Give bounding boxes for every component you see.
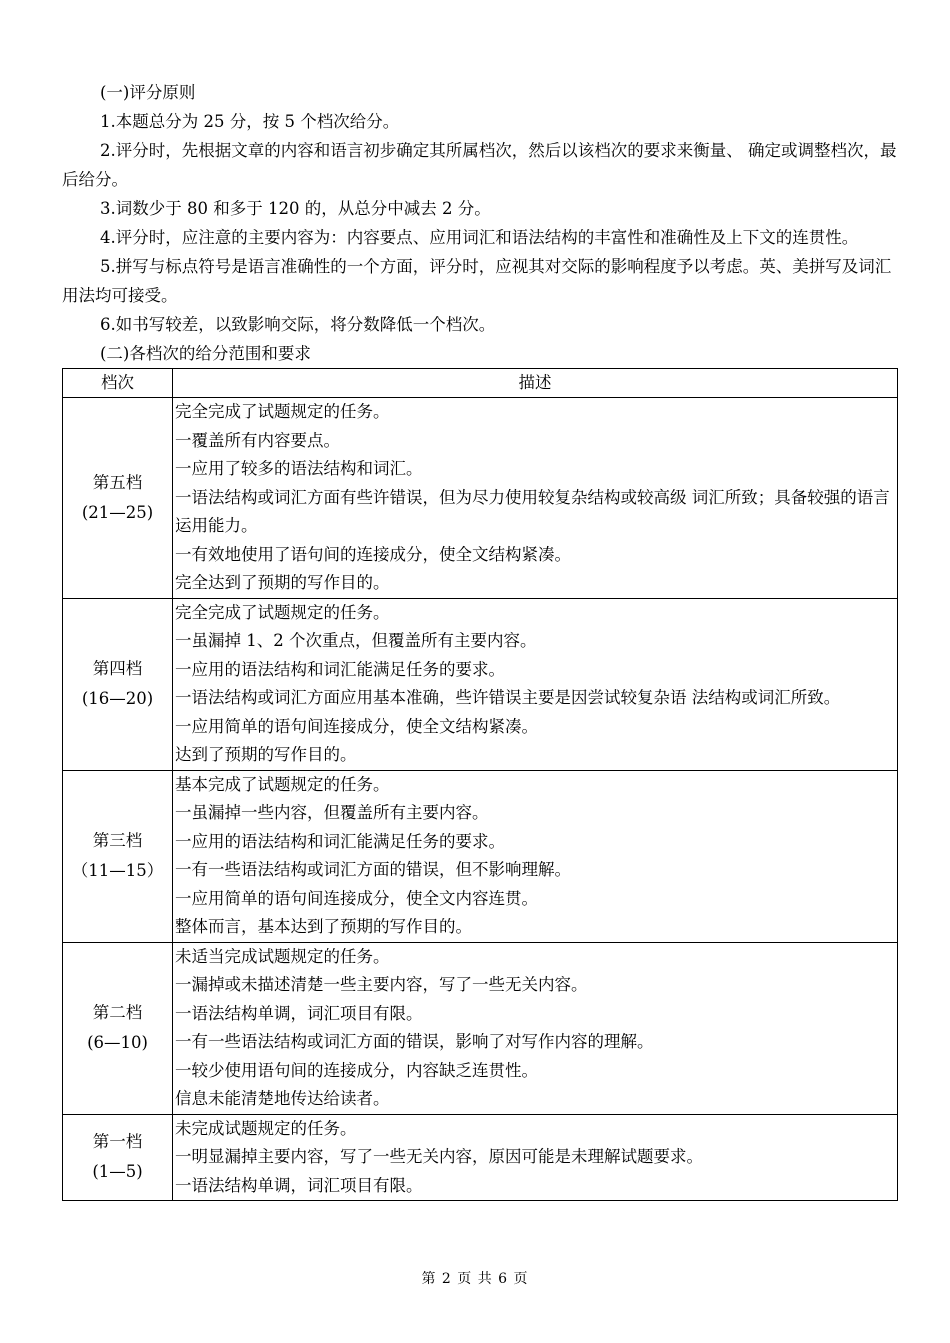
description-line: 未完成试题规定的任务。	[175, 1118, 357, 1138]
level-range: （11—15）	[71, 861, 164, 880]
col-level-header: 档次	[63, 369, 173, 398]
principles-heading: (一)评分原则	[100, 83, 196, 102]
description-line: 完全完成了试题规定的任务。	[175, 402, 390, 421]
description-line: 一有效地使用了语句间的连接成分，使全文结构紧凑。	[175, 544, 571, 564]
level-name: 第一档	[92, 1132, 143, 1152]
description-line: 整体而言，基本达到了预期的写作目的。	[175, 917, 472, 936]
level-cell	[63, 942, 173, 1114]
level-cell	[63, 1114, 173, 1201]
principle-item: 2.评分时，先根据文章的内容和语言初步确定其所属档次，然后以该档次的要求来衡量、 确定或调整档次，最后给分。	[62, 141, 897, 189]
description-line: 基本完成了试题规定的任务。	[175, 774, 390, 794]
description-line: 一应用的语法结构和词汇能满足任务的要求。	[175, 659, 505, 679]
description-line: 一明显漏掉主要内容，写了一些无关内容，原因可能是未理解试题要求。	[175, 1147, 703, 1166]
principle-item: 3.词数少于 80 和多于 120 的，从总分中减去 2 分。	[100, 199, 491, 218]
scoring-table	[62, 368, 898, 1201]
description-line: 一覆盖所有内容要点。	[175, 430, 340, 450]
level-name: 第三档	[92, 831, 143, 850]
table-row	[63, 598, 898, 770]
description-line: 一虽漏掉一些内容，但覆盖所有主要内容。	[175, 803, 489, 822]
description-cell	[173, 398, 898, 599]
description-line: 一有一些语法结构或词汇方面的错误，但不影响理解。	[175, 860, 571, 879]
level-name: 第四档	[92, 659, 143, 678]
table-row	[63, 942, 898, 1114]
description-cell	[173, 770, 898, 942]
principle-item: 4.评分时，应注意的主要内容为：内容要点、应用词汇和语法结构的丰富性和准确性及上下文的连贯性。	[100, 228, 859, 247]
level-range: (16—20)	[81, 689, 154, 708]
principle-item: 1.本题总分为 25 分，按 5 个档次给分。	[100, 112, 400, 131]
description-line: 一语法结构或词汇方面有些许错误，但为尽力使用较复杂结构或较高级 词汇所致；具备较强的语言运用能力。	[175, 487, 890, 535]
table-row	[63, 398, 898, 599]
level-range: (21—25)	[81, 502, 154, 522]
description-line: 一语法结构单调，词汇项目有限。	[175, 1175, 423, 1195]
description-cell	[173, 942, 898, 1114]
description-cell	[173, 1114, 898, 1201]
level-name: 第五档	[92, 472, 143, 492]
description-line: 一有一些语法结构或词汇方面的错误，影响了对写作内容的理解。	[175, 1032, 654, 1051]
table-row	[63, 1114, 898, 1201]
level-cell	[63, 770, 173, 942]
level-range: (6—10)	[87, 1033, 148, 1052]
description-line: 一应用的语法结构和词汇能满足任务的要求。	[175, 831, 505, 851]
description-line: 达到了预期的写作目的。	[175, 745, 357, 764]
table-row	[63, 770, 898, 942]
principle-item: 5.拼写与标点符号是语言准确性的一个方面，评分时，应视其对交际的影响程度予以考虑。英、美拼写及词汇用法均可接受。	[62, 257, 892, 305]
description-line: 未适当完成试题规定的任务。	[175, 946, 390, 966]
description-line: 完全达到了预期的写作目的。	[175, 573, 390, 592]
principle-item: 6.如书写较差，以致影响交际，将分数降低一个档次。	[100, 315, 496, 334]
col-desc-header: 描述	[173, 369, 898, 398]
description-line: 一应用简单的语句间连接成分，使全文内容连贯。	[175, 888, 538, 908]
page-footer: 第 2 页 共 6 页	[421, 1271, 529, 1287]
level-cell	[63, 398, 173, 599]
levels-heading: (二)各档次的给分范围和要求	[100, 344, 311, 363]
description-line: 一漏掉或未描述清楚一些主要内容，写了一些无关内容。	[175, 975, 588, 994]
description-line: 完全完成了试题规定的任务。	[175, 602, 390, 622]
level-cell	[63, 598, 173, 770]
description-line: 一虽漏掉 1、2 个次重点，但覆盖所有主要内容。	[175, 631, 537, 650]
level-name: 第二档	[92, 1003, 143, 1022]
description-line: 一应用简单的语句间连接成分，使全文结构紧凑。	[175, 716, 538, 736]
description-line: 信息未能清楚地传达给读者。	[175, 1089, 390, 1108]
description-line: 一较少使用语句间的连接成分，内容缺乏连贯性。	[175, 1060, 538, 1080]
description-line: 一语法结构或词汇方面应用基本准确，些许错误主要是因尝试较复杂语 法结构或词汇所致。	[175, 688, 841, 707]
description-cell	[173, 598, 898, 770]
description-line: 一语法结构单调，词汇项目有限。	[175, 1003, 423, 1023]
document-page	[62, 78, 898, 1201]
level-range: (1—5)	[92, 1162, 143, 1182]
description-line: 一应用了较多的语法结构和词汇。	[175, 459, 423, 478]
table-header-row	[63, 369, 898, 398]
